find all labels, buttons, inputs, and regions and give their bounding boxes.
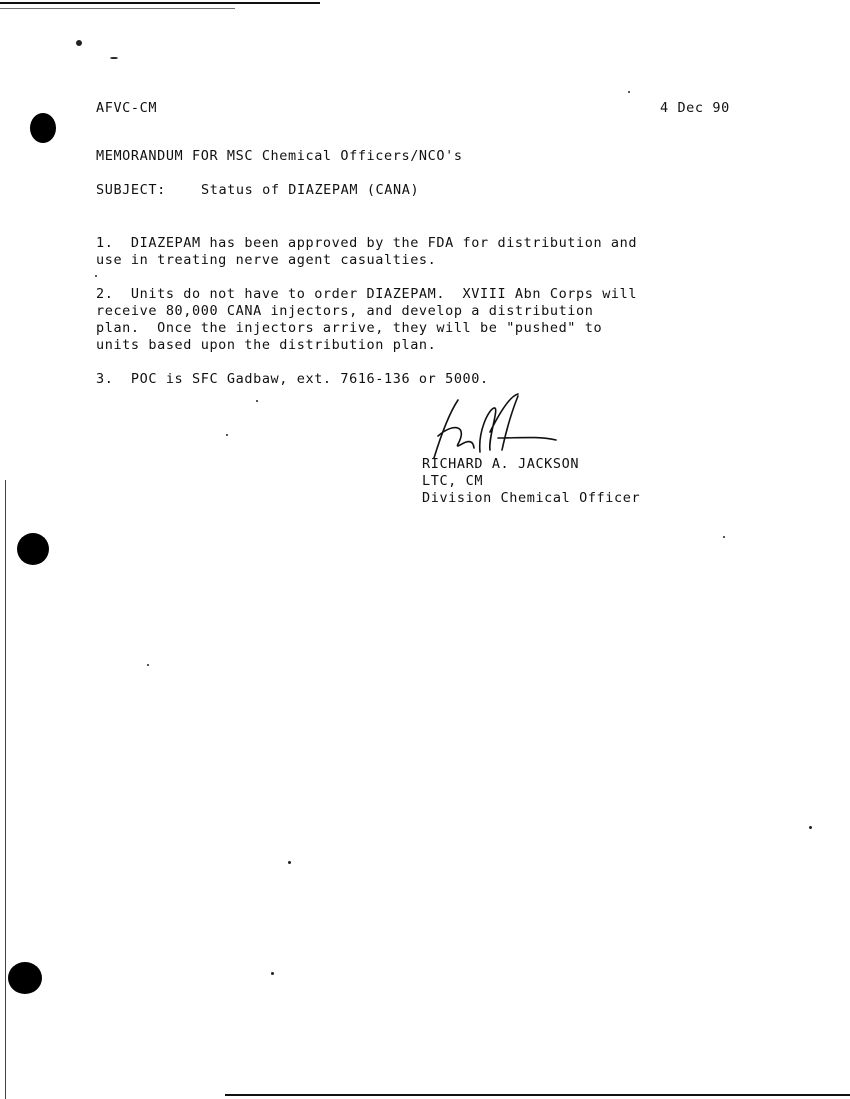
signer-rank: LTC, CM (422, 473, 484, 489)
scan-speck (147, 664, 149, 666)
signer-name: RICHARD A. JACKSON (422, 456, 580, 472)
scan-speck (226, 434, 228, 436)
subject-label: SUBJECT: (96, 182, 166, 198)
scan-speck (628, 91, 630, 93)
scan-speck (723, 536, 725, 538)
scan-speck (271, 972, 274, 975)
punch-hole-top (30, 113, 56, 143)
office-symbol: AFVC-CM (96, 100, 158, 116)
paragraph-2-line-2: receive 80,000 CANA injectors, and develop a distribution (96, 303, 594, 319)
paragraph-2-line-3: plan. Once the injectors arrive, they will be "pushed" to (96, 320, 603, 336)
subject-text: Status of DIAZEPAM (CANA) (201, 182, 420, 198)
scan-speck (76, 40, 82, 46)
scan-speck (95, 275, 97, 277)
scan-left-edge (5, 480, 6, 1099)
paragraph-2-line-1: 2. Units do not have to order DIAZEPAM. XVIII Abn Corps will (96, 286, 638, 302)
paragraph-1-line-1: 1. DIAZEPAM has been approved by the FDA for distribution and (96, 235, 638, 251)
scan-top-rule-thin (0, 8, 235, 9)
scan-speck (110, 57, 118, 59)
scan-speck (288, 861, 291, 864)
scan-speck (256, 400, 258, 402)
paragraph-1-line-2: use in treating nerve agent casualties. (96, 252, 437, 268)
scan-bottom-rule (225, 1094, 850, 1096)
memorandum-for: MEMORANDUM FOR MSC Chemical Officers/NCO's (96, 148, 463, 164)
signer-title: Division Chemical Officer (422, 490, 641, 506)
punch-hole-bottom (8, 962, 42, 994)
handwritten-signature (428, 392, 568, 464)
scan-speck (809, 826, 812, 829)
punch-hole-middle (17, 533, 49, 565)
paragraph-3-line-1: 3. POC is SFC Gadbaw, ext. 7616-136 or 5000. (96, 371, 489, 387)
scan-top-rule (0, 2, 320, 4)
paragraph-2-line-4: units based upon the distribution plan. (96, 337, 437, 353)
memo-date: 4 Dec 90 (660, 100, 730, 116)
